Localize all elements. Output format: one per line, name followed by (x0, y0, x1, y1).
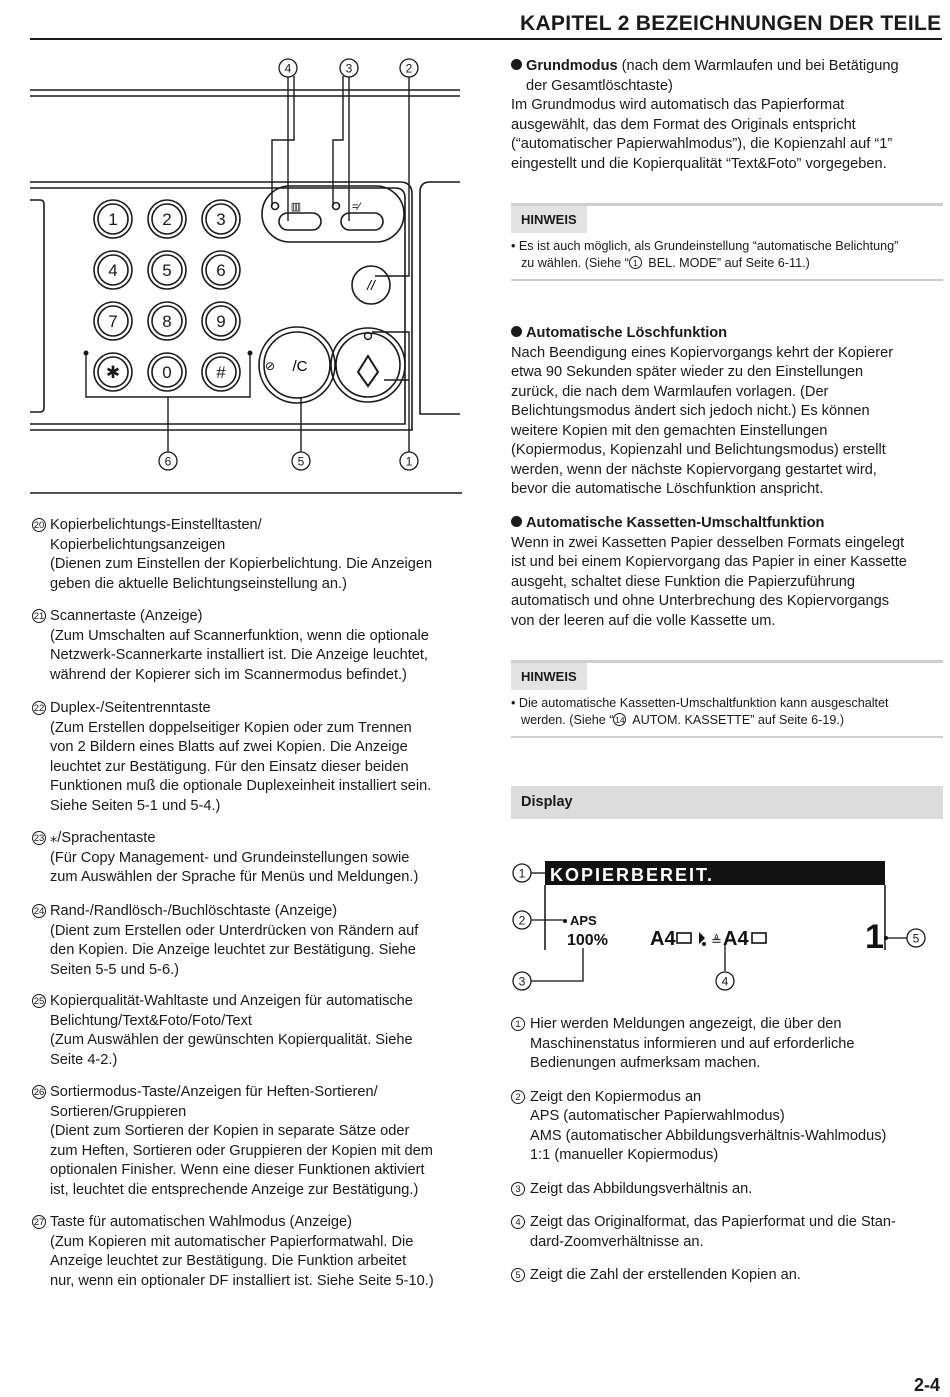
lcd-illustration (505, 850, 945, 1000)
body-line: Belichtungsmodus ändert sich jedoch nicht.) Es können (511, 403, 870, 419)
key-label: 7 (108, 312, 118, 331)
svg-text:≜: ≜ (711, 933, 722, 948)
parts-list-item (32, 1083, 464, 1200)
note1-label: HINWEIS (511, 206, 587, 233)
display-list-item (511, 1015, 941, 1074)
control-panel-illustration (0, 40, 470, 500)
lcd-message: KOPIERBEREIT. (550, 865, 715, 885)
item-line: Maschinenstatus informieren und auf erforderliche (530, 1035, 855, 1052)
parts-list-item (32, 1213, 464, 1291)
item-line: Belichtung/Text&Foto/Foto/Text (50, 1012, 252, 1029)
display-list-item (511, 1266, 941, 1286)
panel-callout-number: 5 (297, 454, 305, 469)
chapter-title: KAPITEL 2 BEZEICHNUNGEN DER TEILE (520, 12, 942, 35)
item-number: 25 (33, 996, 45, 1007)
item-title: Scannertaste (Anzeige) (50, 608, 203, 624)
body-line: Im Grundmodus wird automatisch das Papierformat (511, 97, 845, 113)
item-line: Seiten 5-5 und 5-6.) (50, 961, 179, 978)
item-number: 1 (511, 1017, 525, 1031)
display-list-item (511, 1088, 941, 1166)
body-line: eingestellt und die Kopierqualität “Text&Foto” vorgegeben. (511, 155, 887, 172)
note2-line2-post: AUTOM. KASSETTE” auf Seite 6-19.) (629, 713, 845, 727)
note2 (511, 663, 943, 738)
body-line: von der leeren auf die volle Kassette um. (511, 612, 776, 629)
item-number: 24 (33, 906, 45, 917)
callouts-top (279, 59, 418, 77)
grundmodus-heading: Grundmodus (526, 58, 618, 74)
panel-callout-number: 1 (405, 454, 413, 469)
item-line: Siehe Seiten 5-1 und 5-4.) (50, 797, 221, 814)
item-line: von 2 Bildern eines Blatts auf zwei Kopien. Die Anzeige (50, 739, 408, 755)
item-number: 23 (33, 833, 45, 844)
note2-line1: • Die automatische Kassetten-Umschaltfunktion kann ausgeschaltet (511, 696, 889, 710)
lcd-callout-number: 2 (518, 913, 526, 928)
panel-callout-number: 3 (345, 61, 353, 76)
key-label: 6 (216, 261, 226, 280)
bullet-dot (511, 59, 522, 70)
parts-list-item (32, 607, 464, 685)
lcd-original-size: A4 (650, 928, 676, 950)
item-line: Bedienungen aufmerksam machen. (530, 1055, 761, 1071)
display-heading: Display (511, 786, 943, 819)
item-line: Hier werden Meldungen angezeigt, die über den (530, 1016, 842, 1032)
grundmodus-heading-line2: der Gesamtlöschtaste) (526, 77, 673, 94)
auto-clear-section (511, 324, 943, 500)
item-line: (Dient zum Erstellen oder Unterdrücken von Rändern auf (50, 922, 419, 939)
item-title: Taste für automatischen Wahlmodus (Anzeige) (50, 1214, 353, 1230)
item-number: 2 (511, 1090, 525, 1104)
item-line: zum Auswählen der Sprache für Menüs und Meldungen.) (50, 869, 419, 885)
body-line: Wenn in zwei Kassetten Papier desselben Formats eingelegt (511, 534, 905, 551)
page-number: 2-4 (913, 1375, 940, 1395)
parts-list-item (32, 516, 464, 594)
bullet-dot (511, 516, 522, 527)
item-line: Funktionen muß die optionale Duplexeinheit installiert sein. (50, 778, 432, 794)
item-line: den Kopien. Die Anzeige leuchtet zur Bestätigung. Siehe (50, 942, 416, 958)
callouts-bottom (159, 452, 418, 470)
key-label: 0 (162, 363, 172, 382)
item-line: dard-Zoomverhältnisse an. (530, 1233, 704, 1250)
auto-clear-body (511, 344, 943, 500)
note2-label: HINWEIS (511, 663, 587, 690)
body-line: ausgewählt, das dem Format des Originals entspricht (511, 116, 856, 133)
key-label: 4 (108, 261, 118, 280)
note1-line2 (511, 255, 943, 272)
note2-line2 (511, 712, 943, 729)
item-line: (Zum Auswählen der gewünschten Kopierqualität. Siehe (50, 1032, 413, 1048)
key-label: # (216, 363, 226, 382)
key-label: 3 (216, 210, 226, 229)
grundmodus-body (511, 96, 943, 174)
key-label: ✱ (105, 363, 121, 382)
key-label: 5 (162, 261, 172, 280)
item-line: optionalen Finisher. Wenn eine dieser Funktionen aktiviert (50, 1162, 425, 1178)
body-line: (Kopiermodus, Kopienzahl und Belichtungsmodus) erstellt (511, 442, 886, 458)
item-line: Zeigt den Kopiermodus an (530, 1088, 702, 1105)
item-line: Seite 4-2.) (50, 1051, 118, 1068)
item-line: (Zum Umschalten auf Scannerfunktion, wenn die optionale (50, 627, 429, 644)
panel-callout-number: 2 (405, 61, 413, 76)
key-label: 2 (162, 210, 172, 229)
auto-clear-heading: Automatische Löschfunktion (526, 325, 728, 341)
lcd-callout-number: 4 (721, 974, 729, 989)
stop-clear-label: /C (292, 358, 308, 375)
grundmodus-heading-rest: (nach dem Warmlaufen und bei Betätigung (617, 58, 899, 74)
display-items-list (511, 1015, 941, 1286)
lcd-copies: 1 (865, 918, 884, 956)
keypad (94, 200, 240, 391)
item-line: Kopierbelichtungsanzeigen (50, 536, 226, 553)
item-number: 21 (33, 611, 45, 622)
panel-callout-number: 6 (164, 454, 172, 469)
cassette-heading: Automatische Kassetten-Umschaltfunktion (526, 515, 825, 531)
item-title: Rand-/Randlösch-/Buchlöschtaste (Anzeige) (50, 903, 338, 919)
body-line: zurück, die nach dem Warmlaufen vorlagen. (Der (511, 383, 829, 400)
item-number: 3 (511, 1182, 525, 1196)
item-number: 26 (33, 1087, 45, 1098)
item-line: Netzwerk-Scannerkarte installiert ist. Die Anzeige leuchtet, (50, 647, 428, 663)
item-line: Sortieren/Gruppieren (50, 1103, 187, 1120)
cassette-section (511, 514, 943, 631)
item-title: Sortiermodus-Taste/Anzeigen für Heften-Sortieren/ (50, 1084, 378, 1100)
item-line: nur, wenn ein optionaler DF installiert ist. Siehe Seite 5-10.) (50, 1272, 434, 1289)
item-number: 27 (33, 1217, 45, 1228)
item-line: ist, leuchtet die entsprechende Anzeige zur Bestätigung.) (50, 1181, 419, 1198)
item-title: ⁎/Sprachentaste (50, 830, 156, 846)
lcd-callout-number: 5 (912, 931, 920, 946)
note1-bottom-rule (511, 279, 943, 281)
parts-list-item (32, 829, 464, 888)
item-line: (Für Copy Management- und Grundeinstellungen sowie (50, 849, 410, 866)
body-line: ausgeht, schaltet diese Funktion die Papierzuführung (511, 573, 855, 590)
note2-bottom-rule (511, 736, 943, 738)
lcd-callout-number: 1 (518, 866, 526, 881)
lcd-callout-number: 3 (518, 974, 526, 989)
display-list-item (511, 1180, 941, 1200)
item-line: (Zum Erstellen doppelseitiger Kopien oder zum Trennen (50, 719, 412, 736)
svg-text://: // (367, 277, 375, 293)
display-list-item (511, 1213, 941, 1252)
item-title: Kopierqualität-Wahltaste und Anzeigen für automatische (50, 993, 413, 1009)
key-label: 1 (108, 210, 118, 229)
item-line: (Dienen zum Einstellen der Kopierbelichtung. Die Anzeigen (50, 556, 433, 572)
svg-text:▥: ▥ (290, 201, 302, 213)
cassette-body (511, 534, 943, 632)
item-line: leuchtet zur Bestätigung. Für den Einsatz dieser beiden (50, 758, 409, 775)
item-line: zum Heften, Sortieren oder Gruppieren der Kopien mit dem (50, 1142, 433, 1159)
item-number: 20 (33, 520, 45, 531)
lcd-paper-size: A4 (723, 928, 749, 950)
item-line: 1:1 (manueller Kopiermodus) (530, 1147, 719, 1163)
item-number: 22 (33, 703, 45, 714)
item-number: 5 (511, 1268, 525, 1282)
svg-text:⊘: ⊘ (264, 359, 276, 373)
bullet-dot (511, 326, 522, 337)
note1-line1: • Es ist auch möglich, als Grundeinstellung “automatische Belichtung” (511, 239, 899, 253)
item-line: AMS (automatischer Abbildungsverhältnis-Wahlmodus) (530, 1127, 887, 1144)
body-line: Nach Beendigung eines Kopiervorgangs kehrt der Kopierer (511, 344, 894, 361)
item-line: Anzeige leuchtet zur Bestätigung. Die Funktion arbeitet (50, 1253, 407, 1269)
note1 (511, 206, 943, 281)
item-line: APS (automatischer Papierwahlmodus) (530, 1108, 785, 1124)
parts-list-item (32, 992, 464, 1070)
note1-line2-post: BEL. MODE” auf Seite 6-11.) (644, 256, 810, 270)
body-line: bevor die automatische Löschfunktion anspricht. (511, 481, 824, 497)
key-label: 9 (216, 312, 226, 331)
body-line: werden, wenn der nächste Kopiervorgang gestartet wird, (511, 461, 877, 478)
note2-line2-pre: werden. (Siehe “ (521, 713, 614, 727)
parts-list-item (32, 699, 464, 816)
item-line: Zeigt das Abbildungsverhältnis an. (530, 1180, 753, 1197)
lcd-ratio: 100% (567, 932, 608, 949)
lcd-mode: APS (570, 913, 597, 928)
item-title: Kopierbelichtungs-Einstelltasten/ (50, 517, 262, 533)
note1-line2-pre: zu wählen. (Siehe “ (521, 256, 629, 270)
svg-text:=⁄: =⁄ (351, 201, 361, 213)
body-line: automatisch und ohne Unterbrechung des Kopiervorgangs (511, 593, 890, 609)
item-line: Zeigt die Zahl der erstellenden Kopien an. (530, 1267, 801, 1283)
body-line: ist und bei einem Kopiervorgang das Papier in einer Kassette (511, 554, 907, 570)
item-line: Zeigt das Originalformat, das Papierformat und die Stan- (530, 1214, 896, 1230)
item-line: geben die aktuelle Belichtungseinstellung an.) (50, 575, 347, 592)
body-line: weitere Kopien mit den gemachten Einstellungen (511, 422, 828, 439)
item-line: während der Kopierer sich im Scannermodus befindet.) (50, 666, 407, 683)
item-line: (Zum Kopieren mit automatischer Papierformatwahl. Die (50, 1233, 414, 1250)
parts-list-item (32, 902, 464, 980)
panel-callout-number: 4 (284, 61, 292, 76)
item-number: 4 (511, 1215, 525, 1229)
note1-ref-number: 1 (629, 256, 642, 269)
grundmodus-section (511, 57, 943, 174)
item-line: (Dient zum Sortieren der Kopien in separate Sätze oder (50, 1123, 410, 1139)
body-line: etwa 90 Sekunden später wieder zu den Einstellungen (511, 364, 864, 380)
note2-ref-number: 14 (615, 715, 625, 725)
key-label: 8 (162, 312, 172, 331)
item-title: Duplex-/Seitentrenntaste (50, 700, 211, 716)
body-line: (“automatischer Papierwahlmodus”), die Kopienzahl auf “1” (511, 136, 893, 152)
